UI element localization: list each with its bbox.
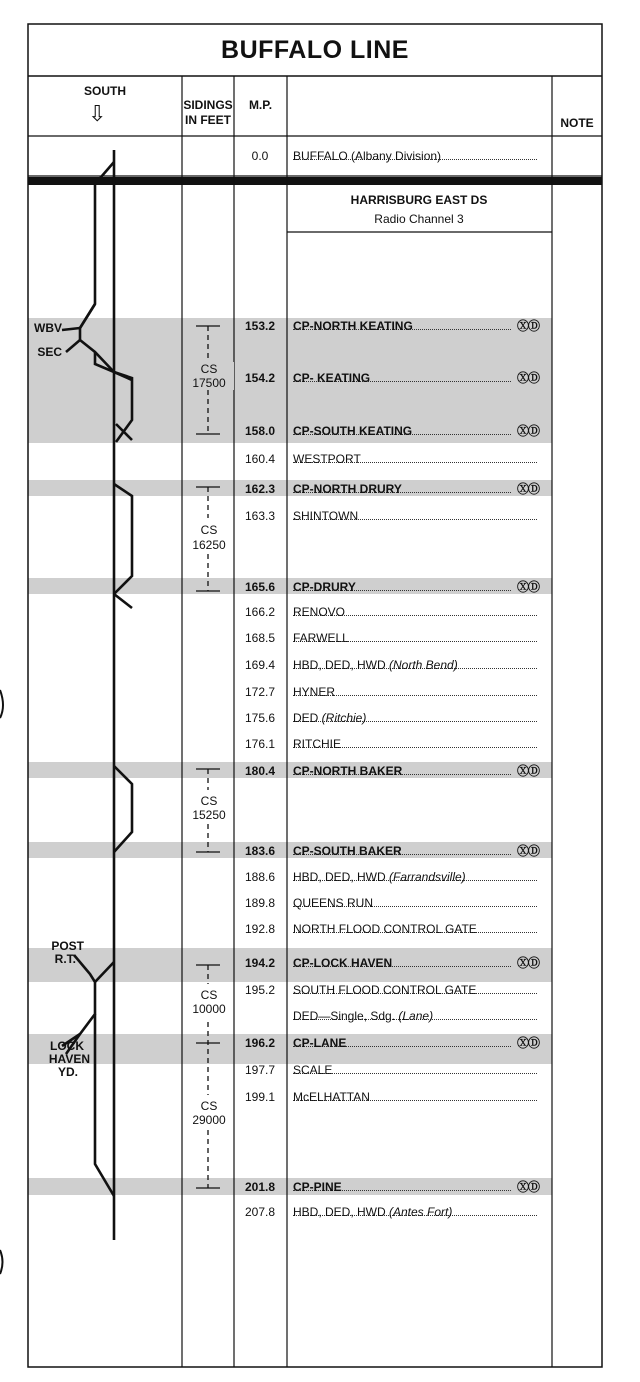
sidings-header-line2: IN FEET (184, 113, 231, 127)
milepost: 192.8 (244, 922, 276, 936)
milepost: 168.5 (244, 631, 276, 645)
siding-2-length: 16250 (192, 538, 226, 552)
label-post-rt-2: R.T. (54, 952, 76, 966)
station-name: RITCHIE (293, 737, 341, 751)
signal-icons: ⓍⒹ (516, 482, 539, 496)
station-name: CP-SOUTH KEATING (293, 424, 413, 438)
station-row (293, 921, 541, 937)
control-point-row (293, 318, 541, 334)
siding-1-type: CS (184, 362, 234, 376)
station-name: FARWELL (293, 631, 349, 645)
control-point-row (293, 579, 541, 595)
siding-3-length: 15250 (192, 808, 226, 822)
station-name: SCALE (293, 1063, 333, 1077)
control-point-row (293, 763, 541, 779)
station-row (293, 869, 541, 885)
station-row (293, 982, 541, 998)
station-location: (North Bend) (389, 658, 458, 672)
control-point-row (293, 481, 541, 497)
milepost: 172.7 (244, 685, 276, 699)
station-row (293, 451, 541, 467)
signal-icons: ⓍⒹ (516, 1180, 539, 1194)
mp-buffalo: 0.0 (251, 149, 269, 163)
station-row (293, 1204, 541, 1220)
milepost: 201.8 (244, 1180, 276, 1194)
siding-1-length: 17500 (184, 376, 234, 390)
label-lock-haven-3: YD. (57, 1065, 78, 1079)
station-row (293, 710, 541, 726)
mp-header: M.P. (248, 98, 273, 112)
label-lock-haven-1: LOCK (50, 1039, 84, 1053)
signal-icons: ⓍⒹ (516, 1036, 539, 1050)
milepost: 196.2 (244, 1036, 276, 1050)
control-point-row (293, 370, 541, 386)
siding-2-type: CS (200, 523, 218, 537)
station-name: CP-NORTH KEATING (293, 319, 413, 333)
milepost: 160.4 (244, 452, 276, 466)
station-name: McELHATTAN (293, 1090, 370, 1104)
station-name: CP-LOCK HAVEN (293, 956, 393, 970)
milepost: 180.4 (244, 764, 276, 778)
station-name: QUEENS RUN (293, 896, 374, 910)
station-row (293, 604, 541, 620)
station-name: DED—Single, Sdg. (Lane) (293, 1009, 434, 1023)
station-name: CP-DRURY (293, 580, 356, 594)
station-row (293, 630, 541, 646)
station-name: HBD, DED, HWD (Antes Fort) (293, 1205, 453, 1219)
milepost: 163.3 (244, 509, 276, 523)
station-name: HBD, DED, HWD (Farrandsville) (293, 870, 466, 884)
dispatcher-name: HARRISBURG EAST DS (350, 193, 488, 207)
milepost: 194.2 (244, 956, 276, 970)
milepost: 197.7 (244, 1063, 276, 1077)
station-name: SHINTOWN (293, 509, 359, 523)
station-name: CP-NORTH BAKER (293, 764, 403, 778)
signal-icons: ⓍⒹ (516, 580, 539, 594)
control-point-row (293, 955, 541, 971)
label-post-rt-1: POST (51, 939, 84, 953)
station-row (293, 508, 541, 524)
station-name: CP-NORTH DRURY (293, 482, 402, 496)
station-name: WESTPORT (293, 452, 361, 466)
station-location: (Farrandsville) (389, 870, 466, 884)
station-row (293, 657, 541, 673)
milepost: 199.1 (244, 1090, 276, 1104)
station-row (293, 684, 541, 700)
milepost: 207.8 (244, 1205, 276, 1219)
milepost: 195.2 (244, 983, 276, 997)
signal-icons: ⓍⒹ (516, 844, 539, 858)
control-point-row (293, 843, 541, 859)
siding-5-type: CS (200, 1099, 218, 1113)
milepost: 169.4 (244, 658, 276, 672)
station-location: (Ritchie) (321, 711, 367, 725)
station-name: CP-PINE (293, 1180, 342, 1194)
milepost: 154.2 (244, 371, 276, 385)
milepost: 166.2 (244, 605, 276, 619)
station-name: DED (Ritchie) (293, 711, 367, 725)
signal-icons: ⓍⒹ (516, 319, 539, 333)
south-arrow-icon: ⇩ (88, 101, 107, 126)
station-name: NORTH FLOOD CONTROL GATE (293, 922, 477, 936)
station-name: CP-LANE (293, 1036, 347, 1050)
control-point-row (293, 1179, 541, 1195)
milepost: 165.6 (244, 580, 276, 594)
keating-track-2 (80, 162, 114, 372)
station-name: CP- KEATING (293, 371, 371, 385)
station-name: RENOVO (293, 605, 346, 619)
sidings-header-line1: SIDINGS (183, 98, 233, 112)
page-title: BUFFALO LINE (221, 36, 409, 64)
label-sec: SEC (37, 345, 62, 359)
label-wbv: WBV (34, 321, 62, 335)
signal-icons: ⓍⒹ (516, 371, 539, 385)
siding-5-length: 29000 (192, 1113, 226, 1127)
milepost: 158.0 (244, 424, 276, 438)
signal-icons: ⓍⒹ (516, 764, 539, 778)
station-name: HBD, DED, HWD (North Bend) (293, 658, 458, 672)
station-location: (Antes Fort) (389, 1205, 453, 1219)
milepost: 162.3 (244, 482, 276, 496)
label-lock-haven-2: HAVEN (48, 1052, 90, 1066)
station-buffalo: BUFFALO (Albany Division) (293, 148, 541, 164)
milepost: 183.6 (244, 844, 276, 858)
milepost: 188.6 (244, 870, 276, 884)
siding-4-length: 10000 (192, 1002, 226, 1016)
station-row (293, 736, 541, 752)
station-location: (Lane) (398, 1009, 434, 1023)
note-header: NOTE (560, 116, 594, 130)
radio-channel: Radio Channel 3 (374, 212, 464, 226)
station-row (293, 1089, 541, 1105)
direction-header: SOUTH (84, 84, 126, 98)
station-name: HYNER (293, 685, 336, 699)
station-row (293, 1008, 541, 1024)
station-row (293, 1062, 541, 1078)
milepost: 189.8 (244, 896, 276, 910)
milepost: 175.6 (244, 711, 276, 725)
station-name: SOUTH FLOOD CONTROL GATE (293, 983, 477, 997)
milepost: 176.1 (244, 737, 276, 751)
station-row (293, 895, 541, 911)
control-point-row (293, 423, 541, 439)
siding-4-type: CS (200, 988, 218, 1002)
siding-3-type: CS (200, 794, 218, 808)
milepost: 153.2 (244, 319, 276, 333)
signal-icons: ⓍⒹ (516, 424, 539, 438)
signal-icons: ⓍⒹ (516, 956, 539, 970)
control-point-row (293, 1035, 541, 1051)
station-name: CP-SOUTH BAKER (293, 844, 402, 858)
